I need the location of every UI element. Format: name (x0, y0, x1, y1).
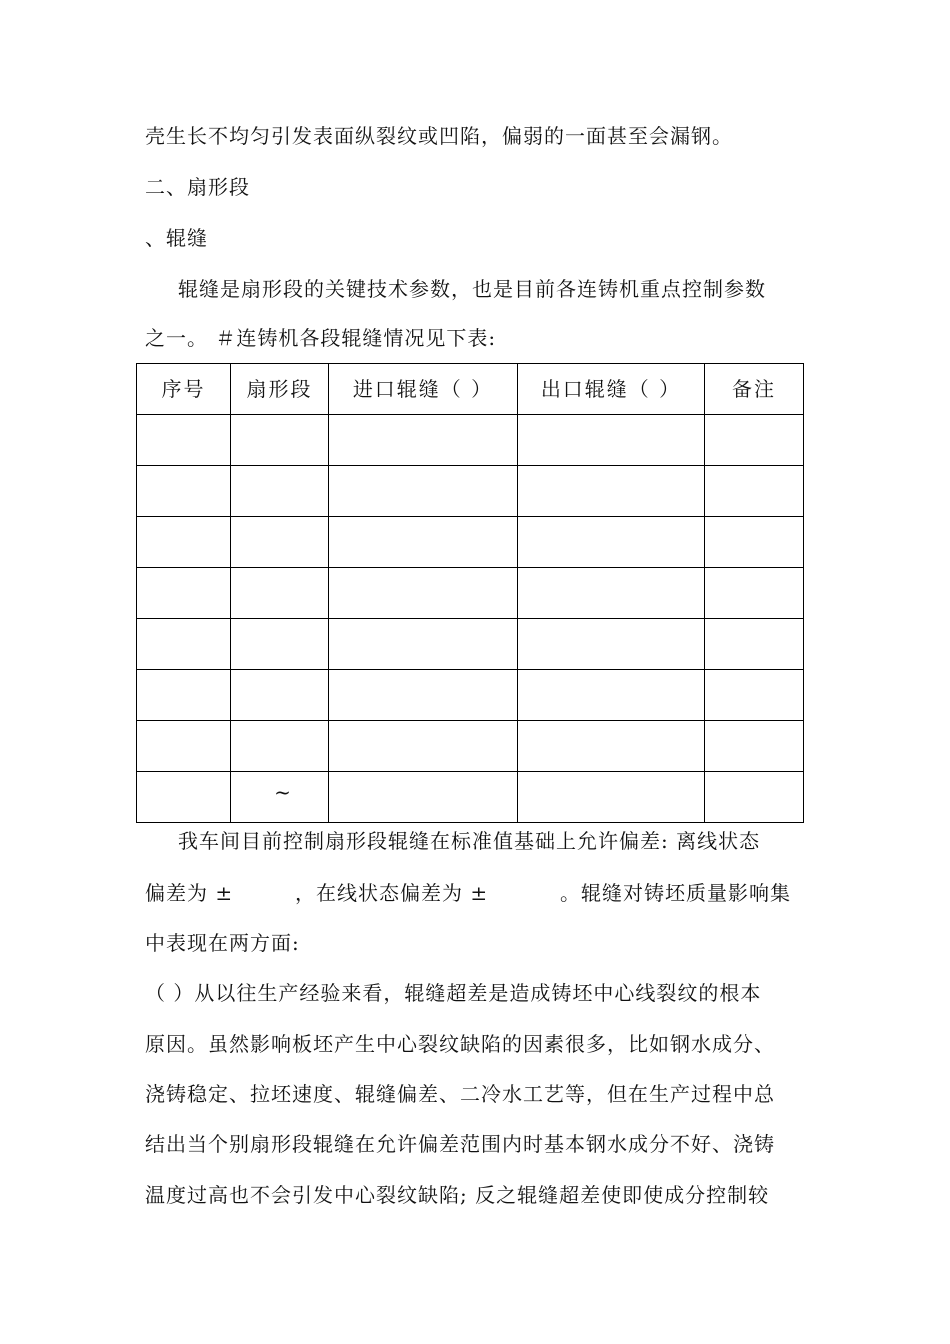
header-cell: 序号 (137, 364, 231, 415)
header-cell: 出口辊缝（ ） (518, 364, 705, 415)
tilde-mark: ~ (274, 780, 291, 804)
paragraph-line: 温度过高也不会引发中心裂纹缺陷; 反之辊缝超差使即使成分控制较 (145, 1183, 770, 1207)
paragraph-line: 浇铸稳定、拉坯速度、辊缝偏差、二冷水工艺等，但在生产过程中总 (145, 1082, 775, 1106)
paragraph-line: 之一。 ＃连铸机各段辊缝情况见下表: (145, 326, 497, 350)
text-fragment: 偏差为 ± (145, 881, 234, 905)
section-heading: 二、扇形段 (145, 175, 250, 199)
paragraph-line: （ ）从以往生产经验来看，辊缝超差是造成铸坯中心线裂纹的根本 (145, 981, 762, 1005)
table-row (137, 772, 804, 823)
paragraph-line: 原因。虽然影响板坯产生中心裂纹缺陷的因素很多，比如钢水成分、 (145, 1032, 775, 1056)
paragraph-line: 辊缝是扇形段的关键技术参数，也是目前各连铸机重点控制参数 (178, 277, 766, 301)
text-fragment: 。辊缝对铸坯质量影响集 (560, 881, 791, 905)
table-header-row (137, 364, 804, 415)
table-row (137, 517, 804, 568)
text-fragment: ，在线状态偏差为 ± (295, 881, 489, 905)
paragraph-line: 结出当个别扇形段辊缝在允许偏差范围内时基本钢水成分不好、浇铸 (145, 1132, 775, 1156)
roll-gap-table (136, 363, 804, 823)
table-row (137, 670, 804, 721)
paragraph-line: 我车间目前控制扇形段辊缝在标准值基础上允许偏差: 离线状态 (178, 829, 761, 853)
header-cell: 扇形段 (231, 364, 329, 415)
table-row (137, 568, 804, 619)
table-double-border (803, 363, 804, 819)
table-row (137, 415, 804, 466)
header-cell: 备注 (705, 364, 804, 415)
subsection-heading: 、辊缝 (145, 226, 208, 250)
header-cell: 进口辊缝（ ） (329, 364, 518, 415)
table-row (137, 619, 804, 670)
paragraph-line (145, 879, 810, 907)
paragraph-line: 壳生长不均匀引发表面纵裂纹或凹陷，偏弱的一面甚至会漏钢。 (145, 124, 733, 148)
table-row (137, 466, 804, 517)
table-row (137, 721, 804, 772)
paragraph-line: 中表现在两方面: (145, 931, 300, 955)
